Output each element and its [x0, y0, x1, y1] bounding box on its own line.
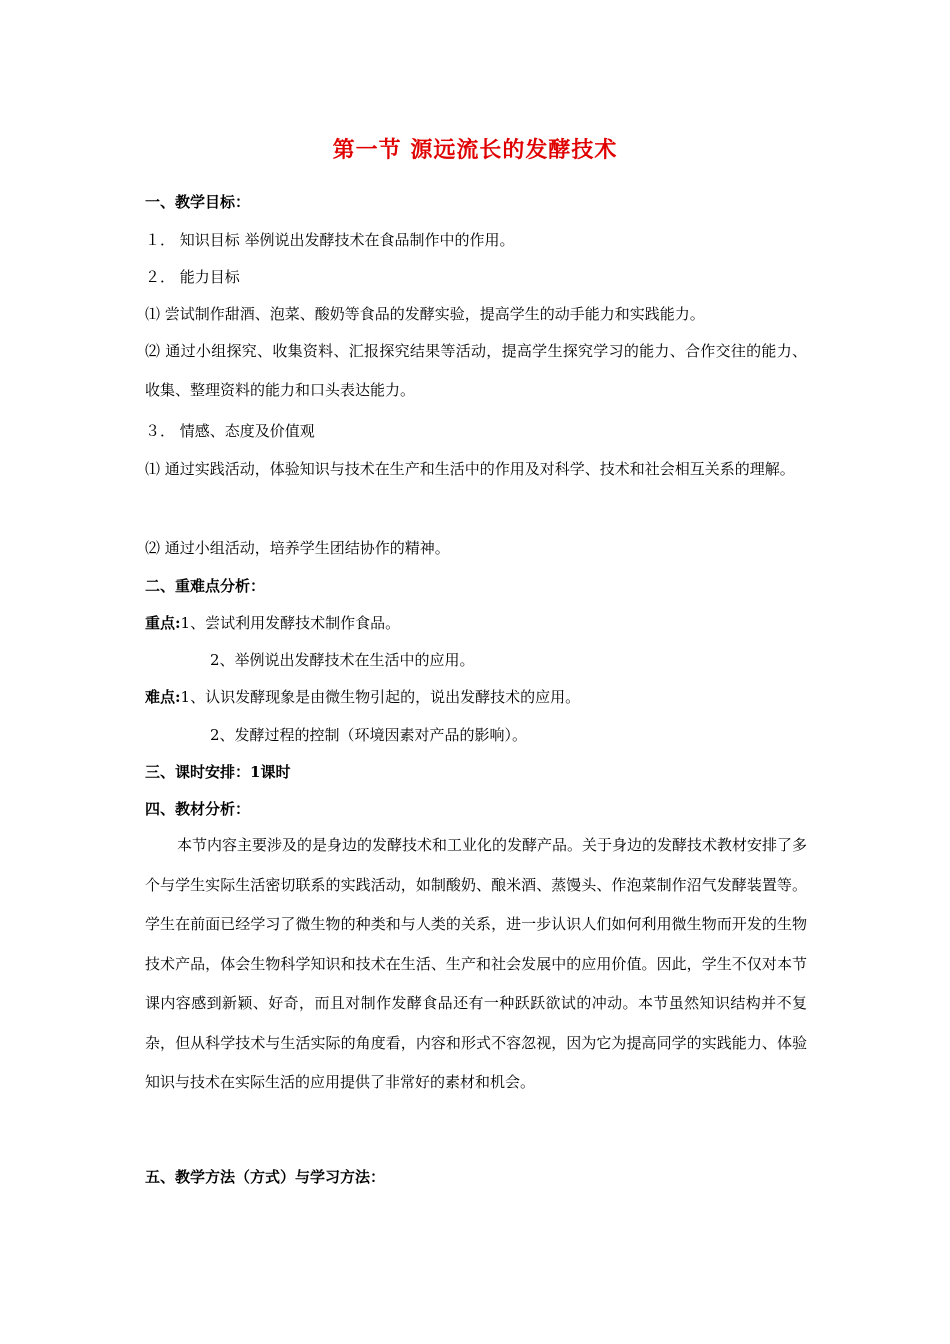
- section-heading-schedule: 三、课时安排：1课时: [145, 763, 291, 781]
- key-label: 重点:: [145, 614, 181, 632]
- key-point-2: 2、举例说出发酵技术在生活中的应用。: [210, 651, 475, 669]
- emotion-item-2: ⑵ 通过小组活动，培养学生团结协作的精神。: [145, 539, 450, 557]
- key-point-1-text: 1、尝试利用发酵技术制作食品。: [180, 614, 401, 632]
- material-analysis-paragraph: 本节内容主要涉及的是身边的发酵技术和工业化的发酵产品。关于身边的发酵技术教材安排了多个与学生实际生活密切联系的实践活动，如制酸奶、酿米酒、蒸馒头、作泡菜制作沼气发酵装置等。学生在前面已经学习了微生物的种类和与人类的关系，进一步认识人们如何利用微生物而开发的生物技术产品，体会生物科学知识和技术在生活、生产和社会发展中的应用价值。因此，学生不仅对本节课内容感到新颖、好奇，而且对制作发酵食品还有一种跃跃欲试的冲动。本节虽然知识结构并不复杂，但从科学技术与生活实际的角度看，内容和形式不容忽视，因为它为提高同学的实践能力、体验知识与技术在实际生活的应用提供了非常好的素材和机会。: [145, 836, 808, 1091]
- objective-ability: ２． 能力目标: [145, 268, 240, 286]
- difficulty-1-text: 1、认识发酵现象是由微生物引起的，说出发酵技术的应用。: [180, 688, 581, 706]
- section-heading-objectives: 一、教学目标：: [145, 193, 251, 211]
- section-heading-key-points: 二、重难点分析：: [145, 577, 266, 595]
- section-heading-material-analysis: 四、教材分析：: [145, 800, 251, 818]
- ability-item-1: ⑴ 尝试制作甜酒、泡菜、酸奶等食品的发酵实验，提高学生的动手能力和实践能力。: [145, 305, 705, 323]
- difficulty-label: 难点:: [145, 688, 181, 706]
- objective-knowledge: １． 知识目标 举例说出发酵技术在食品制作中的作用。: [145, 231, 515, 249]
- key-point-1: [145, 613, 810, 633]
- objective-emotion: ３． 情感、态度及价值观: [145, 422, 315, 440]
- page-title: 第一节 源远流长的发酵技术: [332, 137, 618, 163]
- section-heading-methods: 五、教学方法（方式）与学习方法：: [145, 1168, 386, 1186]
- difficulty-2: 2、发酵过程的控制（环境因素对产品的影响）。: [210, 726, 528, 744]
- ability-item-2: ⑵ 通过小组探究、收集资料、汇报探究结果等活动，提高学生探究学习的能力、合作交往的能力、收集、整理资料的能力和口头表达能力。: [145, 342, 807, 399]
- difficulty-1: [145, 687, 810, 707]
- emotion-item-1: ⑴ 通过实践活动，体验知识与技术在生产和生活中的作用及对科学、技术和社会相互关系的理解。: [145, 460, 795, 478]
